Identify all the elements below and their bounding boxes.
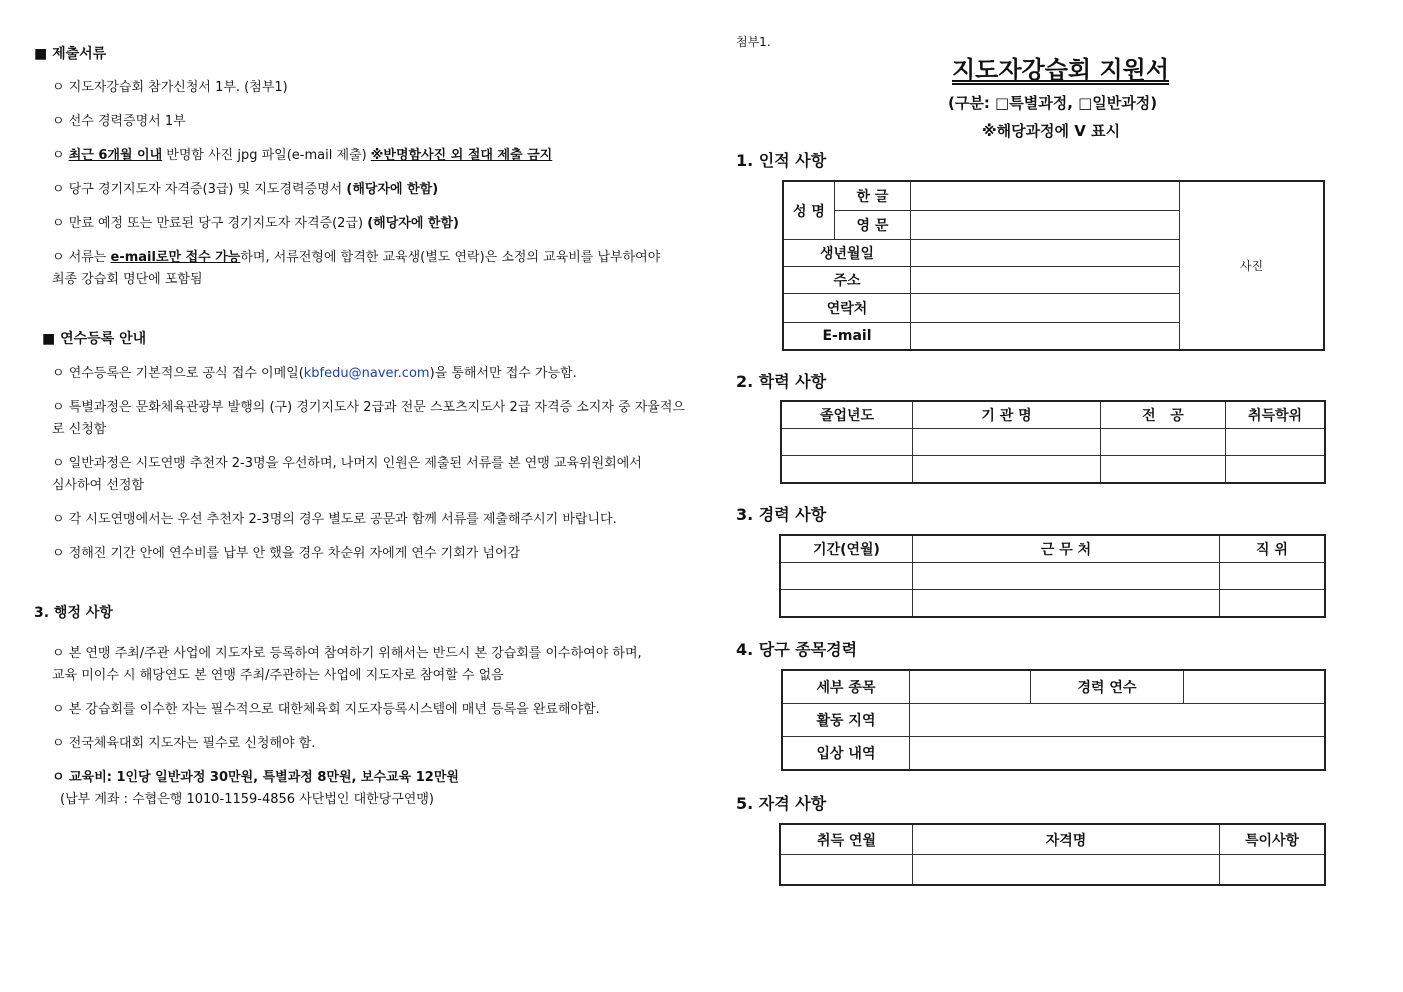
birth-label: 생년월일	[783, 240, 911, 267]
table-row	[781, 456, 1325, 484]
admin-item1-line2: 교육 미이수 시 해당연도 본 연맹 주최/주관하는 사업에 지도자로 참여할 수 없음	[52, 668, 504, 683]
career-cell[interactable]	[1220, 590, 1326, 618]
cert2-bold: (해당자에 한함)	[367, 216, 459, 231]
admin-fee: ㅇ 교육비: 1인당 일반과정 30만원, 특별과정 8만원, 보수교육 12만원	[52, 770, 459, 785]
submit-item-email-only	[52, 247, 660, 269]
years-label: 경력 연수	[1031, 670, 1184, 704]
course-note: ※해당과정에 V 표시	[982, 122, 1121, 140]
submit-item-photo	[52, 145, 552, 167]
registration-heading: ■ 연수등록 안내	[42, 331, 147, 347]
edu-col-degree: 취득학위	[1226, 401, 1326, 429]
edu-cell[interactable]	[913, 429, 1101, 456]
cert3-bold: (해당자에 한함)	[346, 182, 439, 197]
event-label: 세부 종목	[782, 670, 910, 704]
qual-cell[interactable]	[1220, 855, 1326, 886]
admin-item2: ㅇ 본 강습회를 이수한 자는 필수적으로 대한체육회 지도자등록시스템에 매년 등록을 완료해야함.	[52, 702, 600, 717]
form-title: 지도자강습회 지원서	[952, 56, 1170, 84]
photo-box[interactable]: 사진	[1180, 181, 1325, 350]
submit-item-career: ㅇ 선수 경력증명서 1부	[52, 114, 186, 129]
contact-field[interactable]	[911, 294, 1180, 323]
awards-label: 입상 내역	[782, 737, 910, 771]
personal-info-table	[782, 180, 1325, 351]
english-name-label: 영 문	[835, 211, 911, 240]
edu-col-institution: 기 관 명	[913, 401, 1101, 429]
qual-col-notes: 특이사항	[1220, 824, 1326, 855]
career-col-workplace: 근 무 처	[913, 535, 1220, 563]
education-table	[780, 400, 1326, 484]
reg-email-suffix: )을 통해서만 접수 가능함.	[429, 366, 577, 381]
qualification-table	[779, 823, 1326, 886]
qual-cell[interactable]	[780, 855, 913, 886]
qual-cell[interactable]	[913, 855, 1220, 886]
registration-special-line2: 로 신청함	[52, 422, 107, 437]
registration-item5: ㅇ 정해진 기간 안에 연수비를 납부 안 했을 경우 차순위 자에게 연수 기회가 넘어감	[52, 546, 521, 561]
submit-docs-heading: ■ 제출서류	[34, 46, 107, 62]
qual-col-name: 자격명	[913, 824, 1220, 855]
admin-item3: ㅇ 전국체육대회 지도자는 필수로 신청해야 함.	[52, 736, 316, 751]
contact-label: 연락처	[783, 294, 911, 323]
name-label: 성 명	[783, 181, 835, 240]
career-cell[interactable]	[780, 590, 913, 618]
career-cell[interactable]	[913, 590, 1220, 618]
section4-heading: 4. 당구 종목경력	[736, 640, 858, 659]
photo-prefix: ㅇ	[52, 148, 69, 163]
event-field[interactable]	[910, 670, 1031, 704]
submit-item-application: ㅇ 지도자강습회 참가신청서 1부. (첨부1)	[52, 80, 288, 95]
edu-col-year: 졸업년도	[781, 401, 913, 429]
registration-special-line1: ㅇ 특별과정은 문화체육관광부 발행의 (구) 경기지도사 2급과 전문 스포츠지도사 2급 자격증 소지자 중 자율적으	[52, 400, 685, 415]
qual-col-date: 취득 연월	[780, 824, 913, 855]
english-name-field[interactable]	[911, 211, 1180, 240]
edu-cell[interactable]	[913, 456, 1101, 484]
region-label: 활동 지역	[782, 704, 910, 737]
years-field[interactable]	[1184, 670, 1326, 704]
career-col-period: 기간(연월)	[780, 535, 913, 563]
edu-col-major: 전 공	[1101, 401, 1226, 429]
email-only-rest: 하며, 서류전형에 합격한 교육생(별도 연락)은 소정의 교육비를 납부하여야	[240, 250, 661, 265]
section2-heading: 2. 학력 사항	[736, 372, 827, 391]
cert3-text: ㅇ 당구 경기지도자 자격증(3급) 및 지도경력증명서	[52, 182, 347, 197]
edu-cell[interactable]	[1226, 456, 1326, 484]
korean-name-label: 한 글	[835, 181, 911, 211]
address-label: 주소	[783, 267, 911, 294]
registration-email	[52, 363, 577, 385]
career-table	[779, 534, 1326, 618]
career-col-position: 직 위	[1220, 535, 1326, 563]
admin-account: (납부 계좌 : 수협은행 1010-1159-4856 사단법인 대한당구연맹)	[60, 792, 434, 807]
career-cell[interactable]	[1220, 563, 1326, 590]
submit-item-email-only-line2: 최종 강습회 명단에 포함됨	[52, 272, 203, 287]
reg-email-address[interactable]: kbfedu@naver.com	[303, 366, 430, 381]
table-row	[780, 855, 1325, 886]
table-row	[781, 429, 1325, 456]
section5-heading: 5. 자격 사항	[736, 794, 827, 813]
registration-general-line2: 심사하여 선정함	[52, 478, 145, 493]
photo-recent: 최근 6개월 이내	[68, 148, 163, 163]
birth-field[interactable]	[911, 240, 1180, 267]
edu-cell[interactable]	[1101, 429, 1226, 456]
registration-item4: ㅇ 각 시도연맹에서는 우선 추천자 2-3명의 경우 별도로 공문과 함께 서류를 제출해주시기 바랍니다.	[52, 512, 617, 527]
career-cell[interactable]	[780, 563, 913, 590]
korean-name-field[interactable]	[911, 181, 1180, 211]
address-field[interactable]	[911, 267, 1180, 294]
section3-heading: 3. 경력 사항	[736, 505, 827, 524]
photo-warning: ※반명함사진 외 절대 제출 금지	[370, 148, 553, 163]
edu-cell[interactable]	[781, 456, 913, 484]
admin-heading: 3. 행정 사항	[34, 605, 113, 621]
email-only-bold: e-mail로만 접수 가능	[110, 250, 241, 265]
edu-cell[interactable]	[1101, 456, 1226, 484]
cert2-text: ㅇ 만료 예정 또는 만료된 당구 경기지도자 자격증(2급)	[52, 216, 368, 231]
submit-item-cert3	[52, 179, 438, 201]
edu-cell[interactable]	[781, 429, 913, 456]
table-row	[780, 563, 1325, 590]
email-field[interactable]	[911, 323, 1180, 351]
section1-heading: 1. 인적 사항	[736, 151, 827, 170]
billiards-career-table	[781, 669, 1326, 771]
awards-field[interactable]	[910, 737, 1326, 771]
admin-item1-line1: ㅇ 본 연맹 주최/주관 사업에 지도자로 등록하여 참여하기 위해서는 반드시 본 강습회를 이수하여야 하며,	[52, 646, 642, 661]
email-only-prefix: ㅇ 서류는	[52, 250, 111, 265]
edu-cell[interactable]	[1226, 429, 1326, 456]
attach-label: 첨부1.	[736, 35, 771, 49]
career-cell[interactable]	[913, 563, 1220, 590]
registration-general-line1: ㅇ 일반과정은 시도연맹 추천자 2-3명을 우선하며, 나머지 인원은 제출된 서류를 본 연맹 교육위원회에서	[52, 456, 642, 471]
submit-item-cert2	[52, 213, 459, 235]
email-label: E-mail	[783, 323, 911, 351]
reg-email-prefix: ㅇ 연수등록은 기본적으로 공식 접수 이메일(	[52, 366, 304, 381]
region-field[interactable]	[910, 704, 1326, 737]
table-row	[780, 590, 1325, 618]
course-select: (구분: □특별과정, □일반과정)	[948, 94, 1158, 112]
photo-middle: 반명함 사진 jpg 파일(e-mail 제출)	[162, 148, 371, 163]
